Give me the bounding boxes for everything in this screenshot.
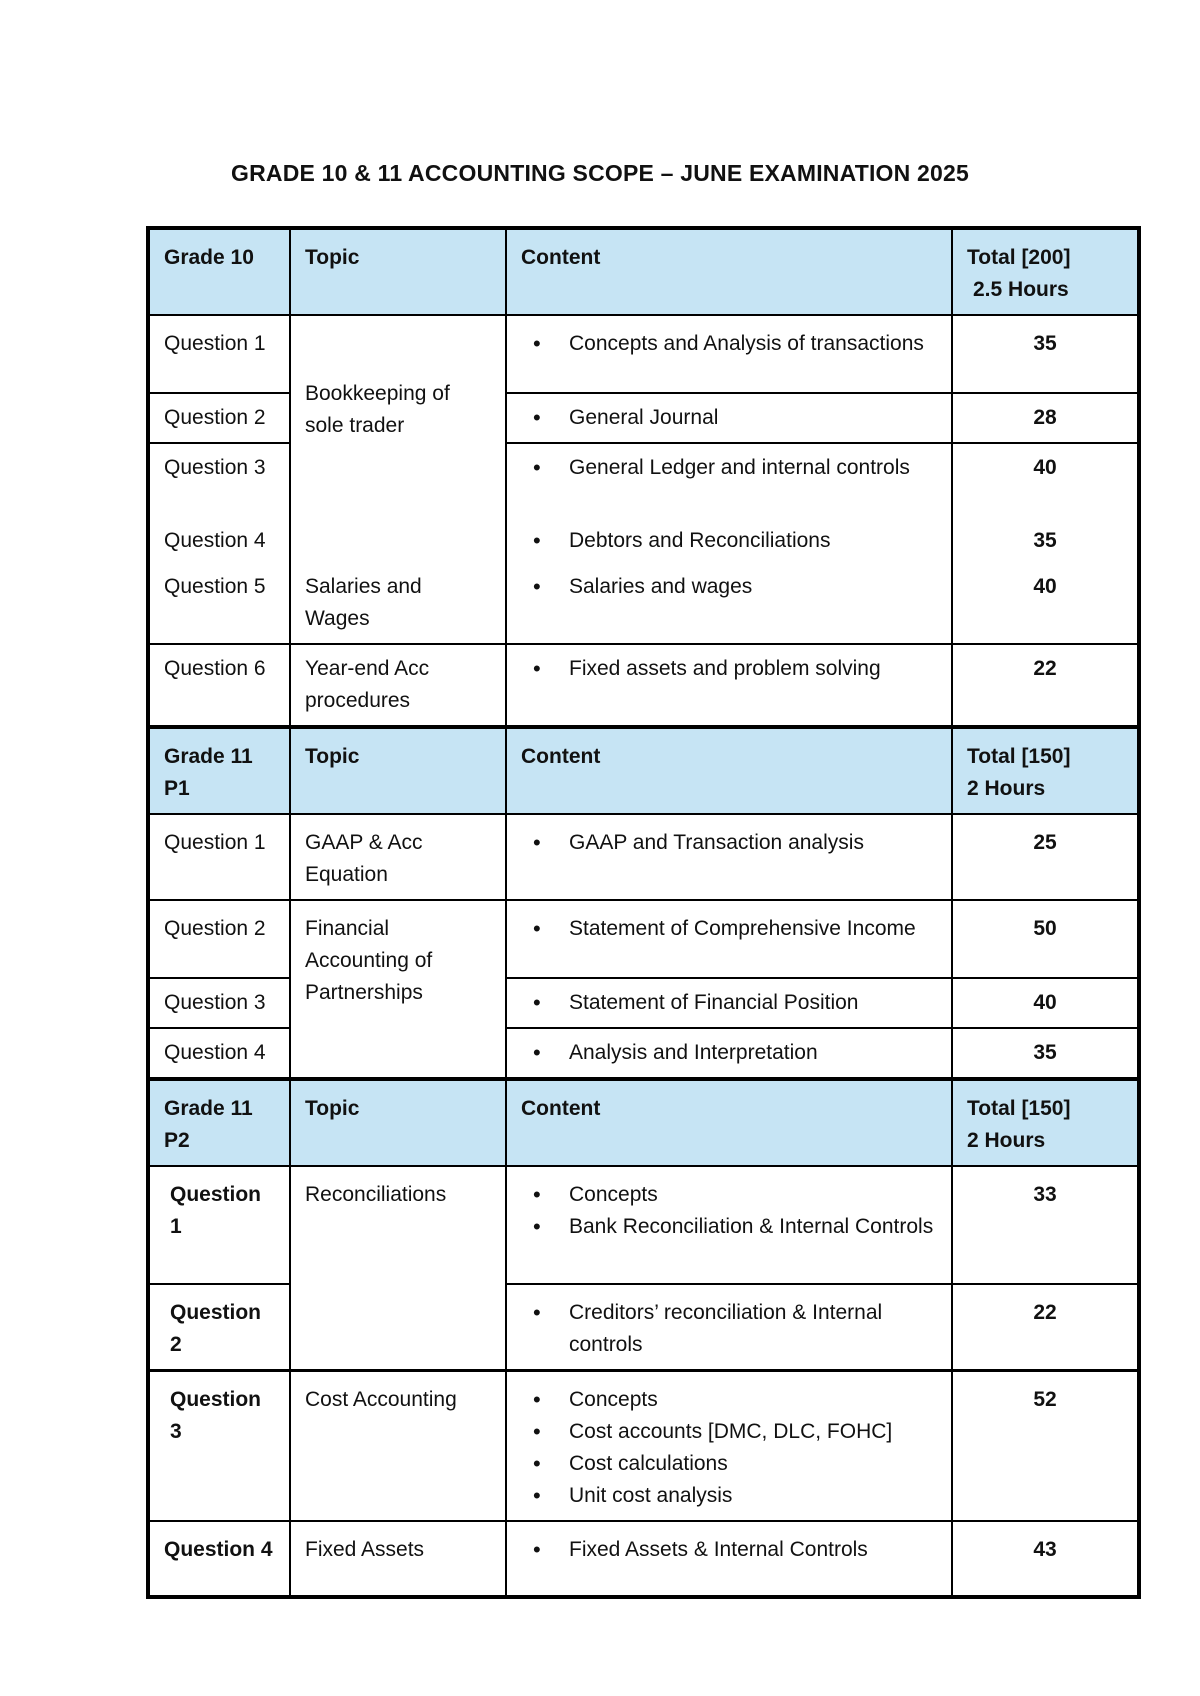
grade11-p1-topic-header: Topic [290,727,506,814]
grade11-p2-duration: 2 Hours [967,1129,1046,1152]
list-item: • Concepts [569,1384,937,1416]
list-item: • Fixed assets and problem solving [569,653,937,685]
grade11-p1-label: Grade 11 P1 [148,727,290,814]
grade11-p2-header-row [148,1079,1139,1166]
question-label: Question 4 [148,521,290,567]
marks-cell: 40 [952,443,1139,521]
list-item: • Unit cost analysis [569,1480,937,1512]
table-row [148,814,1139,900]
accounting-scope-table [146,226,1141,1599]
table-row [148,315,1139,393]
list-item: • Creditors’ reconciliation & Internal controls [569,1297,937,1361]
question-label: Question 1 [148,315,290,393]
question-label: Question 1 [148,1166,290,1284]
question-label: Question 3 [148,1371,290,1522]
content-cell [506,1284,952,1371]
marks-cell: 35 [952,521,1139,567]
marks-cell: 33 [952,1166,1139,1284]
table-row [148,900,1139,978]
content-cell [506,521,952,567]
list-item: • Salaries and wages [569,571,937,603]
marks-cell: 28 [952,393,1139,443]
list-item: • GAAP and Transaction analysis [569,827,937,859]
question-label: Question 2 [148,393,290,443]
question-label: Question 4 [148,1028,290,1079]
document-title: GRADE 10 & 11 ACCOUNTING SCOPE – JUNE EXAMINATION 2025 [230,160,970,186]
marks-cell: 50 [952,900,1139,978]
list-item: • Concepts and Analysis of transactions [569,328,937,360]
question-label: Question 4 [148,1521,290,1597]
topic-yearend: Year-end Acc procedures [290,644,506,727]
question-label: Question 5 [148,567,290,644]
grade10-total-marks: Total [200] [967,246,1071,269]
topic-bookkeeping: Bookkeeping of sole trader [290,315,506,567]
marks-cell: 35 [952,315,1139,393]
question-label: Question 2 [148,900,290,978]
content-cell [506,1166,952,1284]
marks-cell: 35 [952,1028,1139,1079]
grade10-header-row [148,228,1139,315]
grade10-total-header [952,228,1139,315]
list-item: • Statement of Financial Position [569,987,937,1019]
table-row [148,1166,1139,1284]
table-row [148,567,1139,644]
content-cell [506,315,952,393]
topic-gaap: GAAP & Acc Equation [290,814,506,900]
grade10-duration: 2.5 Hours [973,278,1069,301]
grade11-p2-total-marks: Total [150] [967,1097,1071,1120]
content-cell [506,1028,952,1079]
grade11-p1-content-header: Content [506,727,952,814]
table-row [148,644,1139,727]
list-item: • Bank Reconciliation & Internal Controls [569,1211,937,1243]
marks-cell: 52 [952,1371,1139,1522]
question-label: Question 3 [148,443,290,521]
marks-cell: 40 [952,567,1139,644]
table-row [148,1371,1139,1522]
marks-cell: 40 [952,978,1139,1028]
topic-salaries: Salaries and Wages [290,567,506,644]
list-item: • General Ledger and internal controls [569,452,937,484]
content-cell [506,1371,952,1522]
grade10-content-header: Content [506,228,952,315]
list-item: • Cost accounts [DMC, DLC, FOHC] [569,1416,937,1448]
list-item: • General Journal [569,402,937,434]
list-item: • Debtors and Reconciliations [569,525,937,557]
topic-reconciliations: Reconciliations [290,1166,506,1371]
grade11-p2-topic-header: Topic [290,1079,506,1166]
list-item: • Analysis and Interpretation [569,1037,937,1069]
grade11-p1-total-marks: Total [150] [967,745,1071,768]
list-item: • Statement of Comprehensive Income [569,913,937,945]
list-item: • Concepts [569,1179,937,1211]
marks-cell: 25 [952,814,1139,900]
question-label: Question 1 [148,814,290,900]
list-item: • Cost calculations [569,1448,937,1480]
content-cell [506,978,952,1028]
grade11-p2-content-header: Content [506,1079,952,1166]
marks-cell: 22 [952,1284,1139,1371]
content-cell [506,443,952,521]
content-cell [506,644,952,727]
marks-cell: 43 [952,1521,1139,1597]
topic-fixed: Fixed Assets [290,1521,506,1597]
list-item: • Fixed Assets & Internal Controls [569,1534,937,1566]
grade11-p1-total-header [952,727,1139,814]
grade11-p1-header-row [148,727,1139,814]
question-label: Question 3 [148,978,290,1028]
table-row [148,1521,1139,1597]
topic-partnerships: Financial Accounting of Partnerships [290,900,506,1079]
grade11-p2-total-header [952,1079,1139,1166]
grade10-label: Grade 10 [148,228,290,315]
marks-cell: 22 [952,644,1139,727]
content-cell [506,393,952,443]
question-label: Question 2 [148,1284,290,1371]
grade11-p2-label: Grade 11 P2 [148,1079,290,1166]
grade11-p1-duration: 2 Hours [967,777,1046,800]
content-cell [506,1521,952,1597]
content-cell [506,900,952,978]
grade10-topic-header: Topic [290,228,506,315]
question-label: Question 6 [148,644,290,727]
content-cell [506,814,952,900]
content-cell [506,567,952,644]
topic-cost: Cost Accounting [290,1371,506,1522]
